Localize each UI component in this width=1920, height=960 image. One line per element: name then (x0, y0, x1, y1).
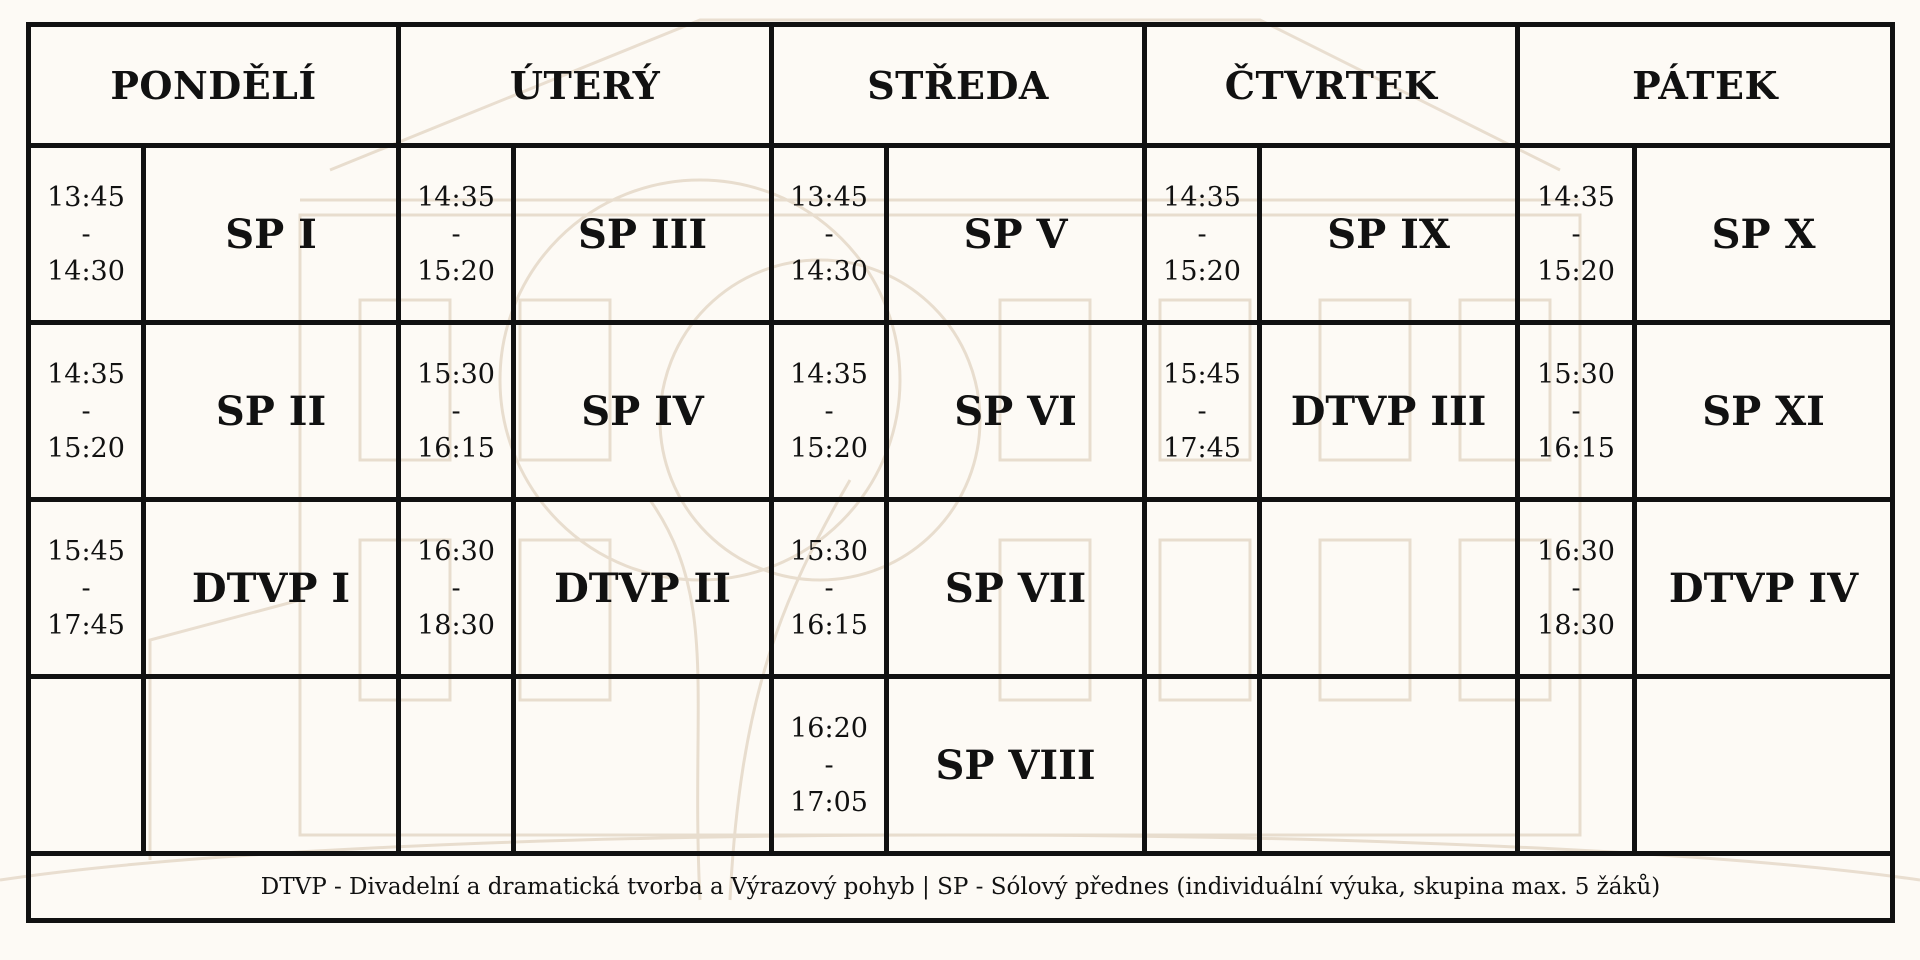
time-end: 17:45 (47, 609, 125, 641)
legend-row (29, 854, 1893, 921)
time-separator: - (1571, 572, 1581, 604)
time-cell (1145, 146, 1260, 323)
time-start: 14:35 (1537, 181, 1615, 213)
time-end: 16:15 (1537, 432, 1615, 464)
subject-cell: SP I (144, 146, 399, 323)
time-end: 14:30 (47, 255, 125, 287)
time-cell (29, 500, 144, 677)
day-header-thursday: ČTVRTEK (1145, 25, 1518, 146)
time-cell (29, 146, 144, 323)
time-start: 14:35 (790, 358, 868, 390)
subject-cell (144, 677, 399, 854)
time-separator: - (824, 395, 834, 427)
subject-cell: SP VIII (887, 677, 1145, 854)
time-start: 14:35 (1163, 181, 1241, 213)
subject-cell: DTVP I (144, 500, 399, 677)
time-start: 15:30 (1537, 358, 1615, 390)
subject-cell (514, 677, 772, 854)
time-separator: - (81, 218, 91, 250)
day-header-friday: PÁTEK (1518, 25, 1893, 146)
subject-cell: DTVP IV (1635, 500, 1893, 677)
time-start: 15:30 (790, 535, 868, 567)
time-start: 16:20 (790, 712, 868, 744)
time-end: 15:20 (417, 255, 495, 287)
time-end: 18:30 (1537, 609, 1615, 641)
time-end: 16:15 (790, 609, 868, 641)
time-start: 13:45 (47, 181, 125, 213)
day-header-wednesday: STŘEDA (772, 25, 1145, 146)
time-end: 17:05 (790, 786, 868, 818)
time-end: 18:30 (417, 609, 495, 641)
table-row (29, 677, 1893, 854)
time-end: 16:15 (417, 432, 495, 464)
time-separator: - (824, 749, 834, 781)
time-cell (399, 677, 514, 854)
legend-text: DTVP - Divadelní a dramatická tvorba a Výrazový pohyb | SP - Sólový přednes (individuální výuka, skupina max. 5 žáků) (29, 854, 1893, 921)
time-separator: - (1571, 395, 1581, 427)
time-start: 15:30 (417, 358, 495, 390)
day-header-row (29, 25, 1893, 146)
day-header-tuesday: ÚTERÝ (399, 25, 772, 146)
time-start: 16:30 (1537, 535, 1615, 567)
time-end: 15:20 (47, 432, 125, 464)
time-separator: - (451, 572, 461, 604)
subject-cell: DTVP II (514, 500, 772, 677)
subject-cell: SP V (887, 146, 1145, 323)
subject-cell: SP IX (1260, 146, 1518, 323)
table-row (29, 323, 1893, 500)
subject-cell: SP VII (887, 500, 1145, 677)
time-separator: - (824, 572, 834, 604)
time-cell (772, 677, 887, 854)
subject-cell: DTVP III (1260, 323, 1518, 500)
time-start: 16:30 (417, 535, 495, 567)
time-end: 14:30 (790, 255, 868, 287)
time-separator: - (81, 395, 91, 427)
time-cell (399, 146, 514, 323)
subject-cell: SP X (1635, 146, 1893, 323)
time-end: 15:20 (790, 432, 868, 464)
subject-cell: SP XI (1635, 323, 1893, 500)
time-cell (1518, 146, 1635, 323)
time-cell (1518, 677, 1635, 854)
time-cell (399, 323, 514, 500)
subject-cell (1260, 500, 1518, 677)
schedule-sheet (26, 22, 1890, 930)
time-start: 15:45 (1163, 358, 1241, 390)
subject-cell (1635, 677, 1893, 854)
time-cell (1518, 323, 1635, 500)
time-cell (772, 500, 887, 677)
time-separator: - (81, 572, 91, 604)
time-cell (399, 500, 514, 677)
subject-cell: SP III (514, 146, 772, 323)
time-cell (772, 146, 887, 323)
table-row (29, 500, 1893, 677)
time-cell (29, 677, 144, 854)
time-cell (1145, 323, 1260, 500)
time-cell (1145, 500, 1260, 677)
day-header-monday: PONDĚLÍ (29, 25, 399, 146)
time-start: 15:45 (47, 535, 125, 567)
time-separator: - (1197, 395, 1207, 427)
time-separator: - (1571, 218, 1581, 250)
time-cell (772, 323, 887, 500)
time-cell (29, 323, 144, 500)
time-cell (1145, 677, 1260, 854)
time-start: 14:35 (47, 358, 125, 390)
time-separator: - (1197, 218, 1207, 250)
time-separator: - (824, 218, 834, 250)
time-separator: - (451, 218, 461, 250)
time-start: 13:45 (790, 181, 868, 213)
time-end: 15:20 (1537, 255, 1615, 287)
subject-cell: SP II (144, 323, 399, 500)
time-separator: - (451, 395, 461, 427)
time-start: 14:35 (417, 181, 495, 213)
time-end: 15:20 (1163, 255, 1241, 287)
subject-cell: SP VI (887, 323, 1145, 500)
time-end: 17:45 (1163, 432, 1241, 464)
table-row (29, 146, 1893, 323)
subject-cell (1260, 677, 1518, 854)
time-cell (1518, 500, 1635, 677)
weekly-schedule-table (26, 22, 1895, 923)
subject-cell: SP IV (514, 323, 772, 500)
